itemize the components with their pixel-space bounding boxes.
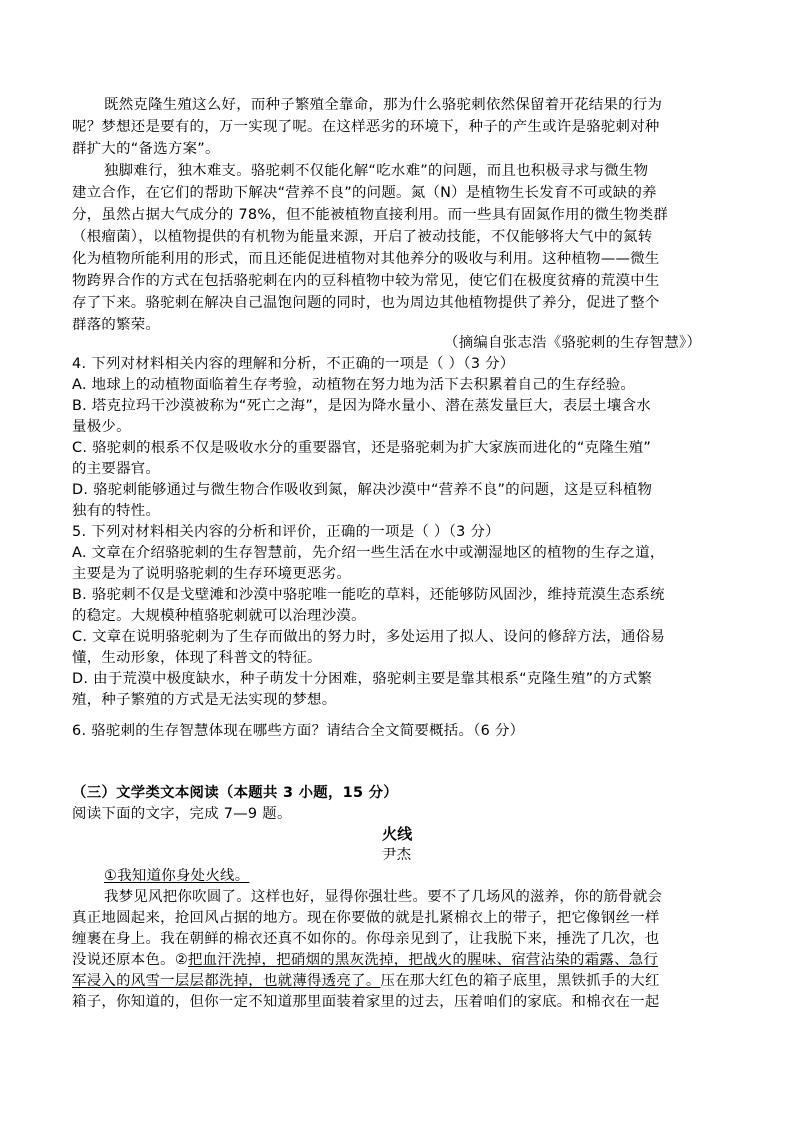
passage-p2-line2: 建立合作，在它们的帮助下解决“营养不良”的问题。氮（N）是植物生长发育不可或缺的养 xyxy=(72,185,657,201)
story-author: 尹杰 xyxy=(382,847,412,863)
passage-p2-line3: 分，虽然占据大气成分的 78%，但不能被植物直接利用。而一些具有固氮作用的微生物类群 xyxy=(72,207,669,223)
passage-p1-line2: 呢？梦想还是要有的，万一实现了呢。在这样恶劣的环境下，种子的产生或许是骆驼刺对种 xyxy=(72,119,660,135)
passage-p2-line5: 化为植物所能利用的形式，而且还能促进植物对其他养分的吸收与利用。这种植物——微生 xyxy=(72,251,660,267)
passage-source: （摘编自张志浩《骆驼刺的生存智慧》） xyxy=(444,335,702,351)
story-p1-line4 xyxy=(72,951,658,969)
q5-option-d-line2: 殖，种子繁殖的方式是无法实现的梦想。 xyxy=(72,692,337,708)
q4-option-b-line1: B. 塔克拉玛干沙漠被称为“死亡之海”，是因为降水量小、潜在蒸发量巨大，表层土壤含水 xyxy=(72,398,651,414)
q6-stem: 6. 骆驼刺的生存智慧体现在哪些方面？请结合全文简要概括。（6 分） xyxy=(72,723,525,739)
section3-heading: （三）文学类文本阅读（本题共 3 小题，15 分） xyxy=(72,785,398,801)
passage-p2-line7: 存了下来。骆驼刺在解决自己温饱问题的同时，也为周边其他植物提供了养分，促进了整个 xyxy=(72,295,660,311)
story-sentence-2-part1: 把血汗洗掉，把硝烟的黑灰洗掉，把战火的腥味、宿营沾染的霜露、急行 xyxy=(188,952,659,968)
story-p1-line5 xyxy=(72,972,660,990)
q4-option-d-line1: D. 骆驼刺能够通过与微生物合作吸收到氮，解决沙漠中“营养不良”的问题，这是豆科植物 xyxy=(72,482,653,498)
story-sentence-1: ①我知道你身处火线。 xyxy=(104,868,250,884)
q5-option-d-line1: D. 由于荒漠中极度缺水，种子萌发十分困难，骆驼刺主要是靠其根系“克隆生殖”的方式繁 xyxy=(72,671,653,687)
story-sentence-2-part2: 军浸入的风雪一层层都洗掉，也就薄得透亮了。 xyxy=(72,973,381,989)
passage-p2-line1: 独脚难行，独木难支。骆驼刺不仅能化解“吃水难”的问题，而且也积极寻求与微生物 xyxy=(104,163,649,179)
story-p1-line2: 真正地圆起来，抢回风占据的地方。现在你要做的就是扎紧棉衣上的带子，把它像钢丝一样 xyxy=(72,910,660,926)
story-p1-line1: 我梦见风把你吹圆了。这样也好，显得你强壮些。要不了几场风的滋养，你的筋骨就会 xyxy=(104,889,663,905)
q5-stem: 5. 下列对材料相关内容的分析和评价，正确的一项是（ ）（3 分） xyxy=(72,524,500,540)
q5-option-b-line1: B. 骆驼刺不仅是戈壁滩和沙漠中骆驼唯一能吃的草料，还能够防风固沙，维持荒漠生态系统 xyxy=(72,587,665,603)
passage-p1-line3: 群扩大的“备选方案”。 xyxy=(72,141,220,157)
section3-instruction: 阅读下面的文字，完成 7—9 题。 xyxy=(72,806,292,822)
q4-option-d-line2: 独有的特性。 xyxy=(72,503,161,519)
q4-stem: 4. 下列对材料相关内容的理解和分析，不正确的一项是（ ）（3 分） xyxy=(72,356,515,372)
q4-option-b-line2: 量极少。 xyxy=(72,419,131,435)
passage-p2-line8: 群落的繁荣。 xyxy=(72,317,161,333)
q5-option-c-line1: C. 文章在说明骆驼刺为了生存而做出的努力时，多处运用了拟人、设问的修辞方法，通俗易 xyxy=(72,629,666,645)
q5-option-c-line2: 懂，生动形象，体现了科普文的特征。 xyxy=(72,650,322,666)
passage-p1-line1: 既然克隆生殖这么好，而种子繁殖全靠命，那为什么骆驼刺依然保留着开花结果的行为 xyxy=(104,97,663,113)
story-p1-line4-plain: 没说还原本色。② xyxy=(72,952,189,968)
story-title: 火线 xyxy=(382,825,413,843)
q5-option-a-line2: 主要是为了说明骆驼刺的生存环境更恶劣。 xyxy=(72,566,352,582)
q4-option-c-line1: C. 骆驼刺的根系不仅是吸收水分的重要器官，还是骆驼刺为扩大家族而进化的“克隆生殖” xyxy=(72,440,652,456)
story-p1-line3: 缠裹在身上。我在朝鲜的棉衣还真不如你的。你母亲见到了，让我脱下来，捶洗了几次，也 xyxy=(72,931,660,947)
q5-option-b-line2: 的稳定。大规模种植骆驼刺就可以治理沙漠。 xyxy=(72,608,366,624)
q4-option-a: A. 地球上的动植物面临着生存考验，动植物在努力地为活下去积累着自己的生存经验。 xyxy=(72,377,636,393)
story-p1-line5-plain: 压在那大红色的箱子底里，黑铁抓手的大红 xyxy=(380,973,660,989)
story-p1-line6: 箱子，你知道的，但你一定不知道那里面装着家里的过去，压着咱们的家底。和棉衣在一起 xyxy=(72,994,660,1010)
passage-p2-line4: （根瘤菌），以植物提供的有机物为能量来源，开启了被动技能，不仅能够将大气中的氮转 xyxy=(72,229,653,245)
q4-option-c-line2: 的主要器官。 xyxy=(72,461,161,477)
q5-option-a-line1: A. 文章在介绍骆驼刺的生存智慧前，先介绍一些生活在水中或潮湿地区的植物的生存之道， xyxy=(72,545,665,561)
passage-p2-line6: 物跨界合作的方式在包括骆驼刺在内的豆科植物中较为常见，使它们在极度贫瘠的荒漠中生 xyxy=(72,273,660,289)
